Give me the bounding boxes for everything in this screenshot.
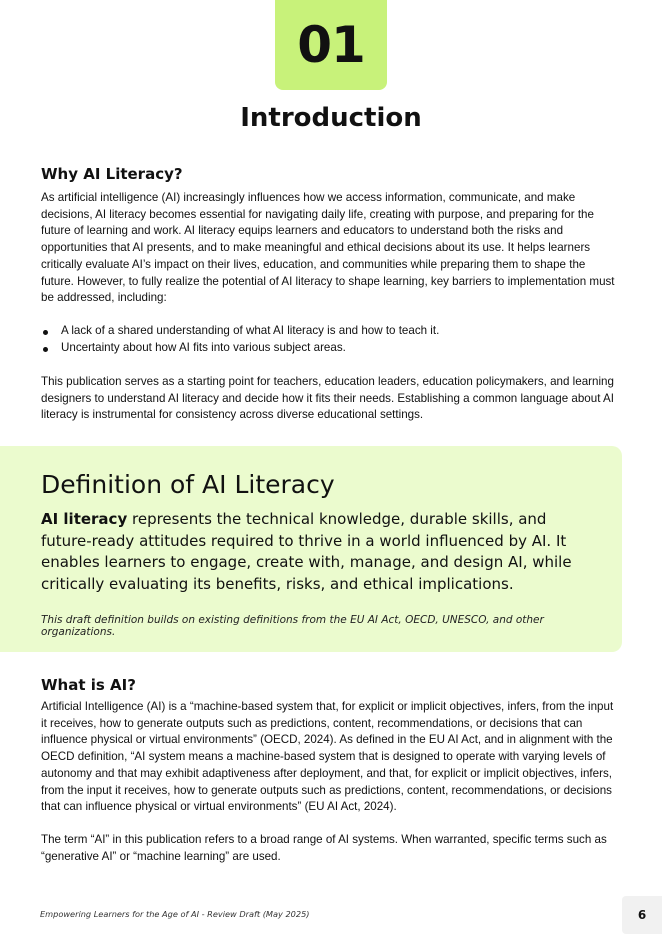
list-item: Uncertainty about how AI fits into various subject areas.: [41, 340, 621, 357]
why-paragraph-2: This publication serves as a starting point for teachers, education leaders, education policymakers, and learning designers to understand AI literacy and decide how it fits their needs. Establishing a common language about AI literacy is instrumental for consistency across diverse educational settings.: [41, 375, 614, 422]
footer-text: Empowering Learners for the Age of AI - Review Draft (May 2025): [40, 909, 310, 919]
definition-term: AI literacy: [41, 510, 128, 528]
what-paragraph-1: Artificial Intelligence (AI) is a “machine-based system that, for explicit or implicit objectives, infers, from the input it receives, how to generate outputs such as predictions, content, recommendations, or decisions that can influence physical or virtual environments” (OECD, 2024). As defined in the EU AI Act, and in alignment with the OECD definition, “AI system means a machine-based system that is designed to operate with varying levels of autonomy and that may exhibit adaptiveness after deployment, and that, for explicit or implicit objectives, infers, from the input it receives, how to generate outputs such as predictions, content, recommendations, or decisions that can influence physical or virtual environments” (EU AI Act, 2024).: [41, 700, 614, 814]
list-item: A lack of a shared understanding of what AI literacy is and how to teach it.: [41, 323, 621, 340]
why-paragraph-1: As artificial intelligence (AI) increasingly influences how we access information, communicate, and make decisions, AI literacy becomes essential for navigating daily life, creating with purpose, and preparing for the future of learning and work. AI literacy equips learners and educators to understand both the risks and opportunities that AI presents, and to make meaningful and ethical decisions about its use. It helps learners critically evaluate AI’s impact on their lives, education, and communities while preparing them to shape the future. However, to fully realize the potential of AI literacy to shape learning, key barriers to implementation must be addressed, including:: [41, 191, 615, 305]
definition-text: [41, 509, 601, 595]
definition-heading: Definition of AI Literacy: [41, 470, 335, 499]
definition-note: This draft definition builds on existing definitions from the EU AI Act, OECD, UNESCO, and other organizations.: [41, 614, 544, 638]
what-is-ai-heading: What is AI?: [41, 676, 136, 694]
why-ai-literacy-heading: Why AI Literacy?: [41, 165, 183, 183]
barriers-list: [41, 323, 621, 356]
page-title: Introduction: [240, 103, 422, 133]
what-paragraph-2: The term “AI” in this publication refers to a broad range of AI systems. When warranted, specific terms such as “generative AI” or “machine learning” are used.: [41, 833, 607, 863]
definition-body: represents the technical knowledge, durable skills, and future-ready attitudes required to thrive in a world influenced by AI. It enables learners to engage, create with, manage, and design AI, while critically evaluating its benefits, risks, and ethical implications.: [41, 510, 572, 593]
chapter-number-badge: 01: [275, 0, 387, 90]
page-number: 6: [622, 896, 662, 934]
